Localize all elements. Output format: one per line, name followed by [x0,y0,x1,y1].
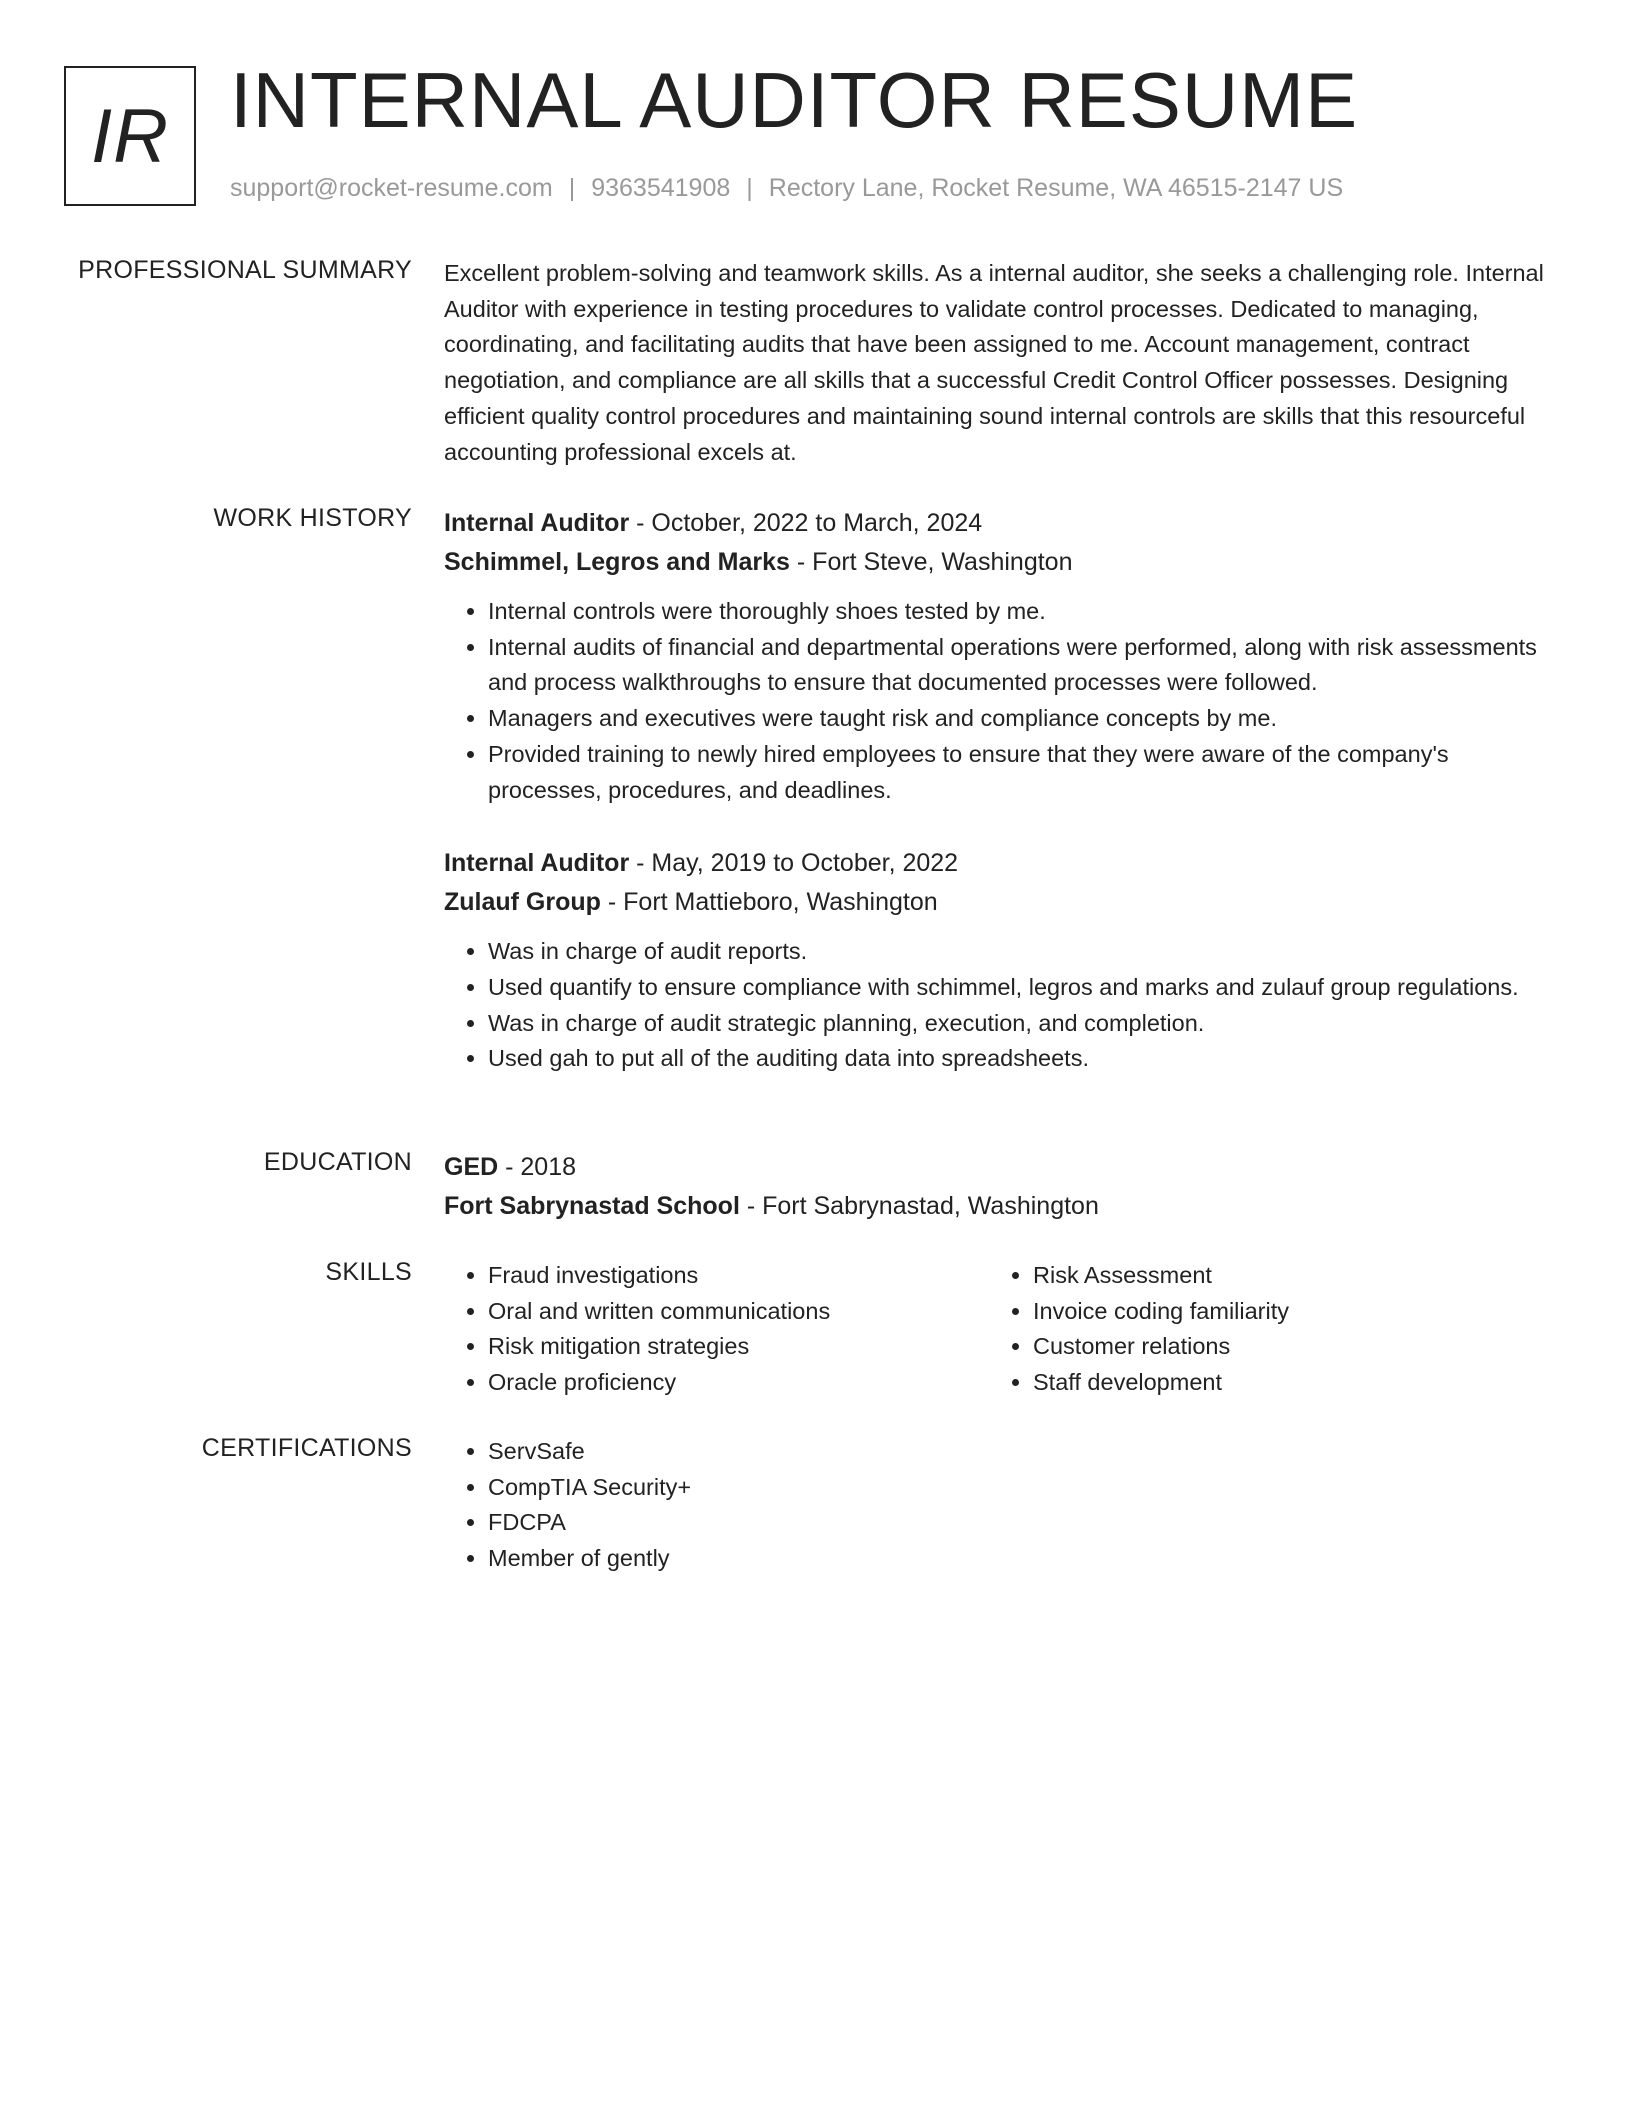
job-title-line [444,504,1560,543]
job-bullets [444,934,1560,1077]
job-location: - Fort Steve, Washington [789,548,1073,576]
job-bullet: • Was in charge of audit strategic planning, execution, and completion. [488,1006,1560,1042]
work-history-body [444,504,1560,1077]
education-location: - Fort Sabrynastad, Washington [739,1192,1099,1220]
education-school: Fort Sabrynastad School [444,1192,740,1220]
skills-columns [444,1258,1560,1401]
certification-item: • CompTIA Security+ [488,1470,1560,1506]
certification-item: • FDCPA [488,1505,1560,1541]
education-degree-line [444,1148,1560,1187]
certifications-body [444,1434,1560,1577]
section-label-summary: PROFESSIONAL SUMMARY [78,256,412,284]
skills-column-right [989,1258,1534,1401]
summary-text: Excellent problem-solving and teamwork skills. As a internal auditor, she seeks a challenging role. Internal Auditor with experience in testing procedures to validate control processes. Dedicated to managing, coordinating, and facilitating audits that have been assigned to me. Account management, contract negotiation, and compliance are all skills that a successful Credit Control Officer possesses. Designing efficient quality control procedures and maintaining sound internal controls are skills that this resourceful accounting professional excels at. [444,260,1544,465]
contact-line [230,174,1343,203]
skills-list [989,1258,1534,1401]
job-company: Schimmel, Legros and Marks [444,548,790,576]
skill-item: • Oracle proficiency [488,1365,989,1401]
summary-body [444,256,1560,470]
job-bullets [444,594,1560,808]
contact-address: Rectory Lane, Rocket Resume, WA 46515-2147 US [768,174,1344,202]
education-school-line [444,1187,1560,1226]
job-company-line [444,543,1560,582]
job-bullet: • Was in charge of audit reports. [488,934,1560,970]
job-bullet: • Used gah to put all of the auditing data into spreadsheets. [488,1041,1560,1077]
job-title: Internal Auditor [444,509,630,537]
skill-item: • Customer relations [1033,1329,1534,1365]
section-label-skills: SKILLS [325,1258,412,1286]
section-label-education: EDUCATION [263,1148,412,1176]
job-title: Internal Auditor [444,849,630,878]
job-company: Zulauf Group [444,888,601,917]
job-bullet: • Used quantify to ensure compliance with schimmel, legros and marks and zulauf group regulations. [488,970,1560,1006]
job-dates: - May, 2019 to October, 2022 [629,849,959,878]
job-dates: - October, 2022 to March, 2024 [629,509,983,537]
education-year: - 2018 [498,1153,577,1181]
resume-title: INTERNAL AUDITOR RESUME [230,56,1359,144]
certification-item: • Member of gently [488,1541,1560,1577]
contact-separator: | [746,174,753,202]
skill-item: • Risk mitigation strategies [488,1329,989,1365]
skills-list [444,1258,989,1401]
education-degree: GED [444,1153,499,1181]
job-location: - Fort Mattieboro, Washington [600,888,938,917]
contact-phone: 9363541908 [591,174,731,202]
contact-separator: | [568,174,576,202]
job-title-line [444,844,1560,883]
section-label-certifications: CERTIFICATIONS [201,1434,412,1462]
skill-item: • Fraud investigations [488,1258,989,1294]
job-bullet: • Managers and executives were taught risk and compliance concepts by me. [488,701,1560,737]
job-bullet: • Internal audits of financial and departmental operations were performed, along with risk assessments and process walkthroughs to ensure that documented processes were followed. [488,630,1560,701]
skill-item: • Staff development [1033,1365,1534,1401]
job-bullet: • Provided training to newly hired employees to ensure that they were aware of the company's processes, procedures, and deadlines. [488,737,1560,808]
certifications-list [444,1434,1560,1577]
skill-item: • Oral and written communications [488,1294,989,1330]
contact-email: support@rocket-resume.com [230,174,553,202]
skill-item: • Invoice coding familiarity [1033,1294,1534,1330]
education-body [444,1148,1560,1226]
job-entry [444,504,1560,808]
section-label-work-history: WORK HISTORY [213,504,412,532]
job-bullet: • Internal controls were thoroughly shoes tested by me. [488,594,1560,630]
job-entry [444,844,1560,1077]
skills-body [444,1258,1560,1401]
skill-item: • Risk Assessment [1033,1258,1534,1294]
job-company-line [444,883,1560,922]
certification-item: • ServSafe [488,1434,1560,1470]
skills-column-left [444,1258,989,1401]
monogram-badge: IR [64,66,196,206]
